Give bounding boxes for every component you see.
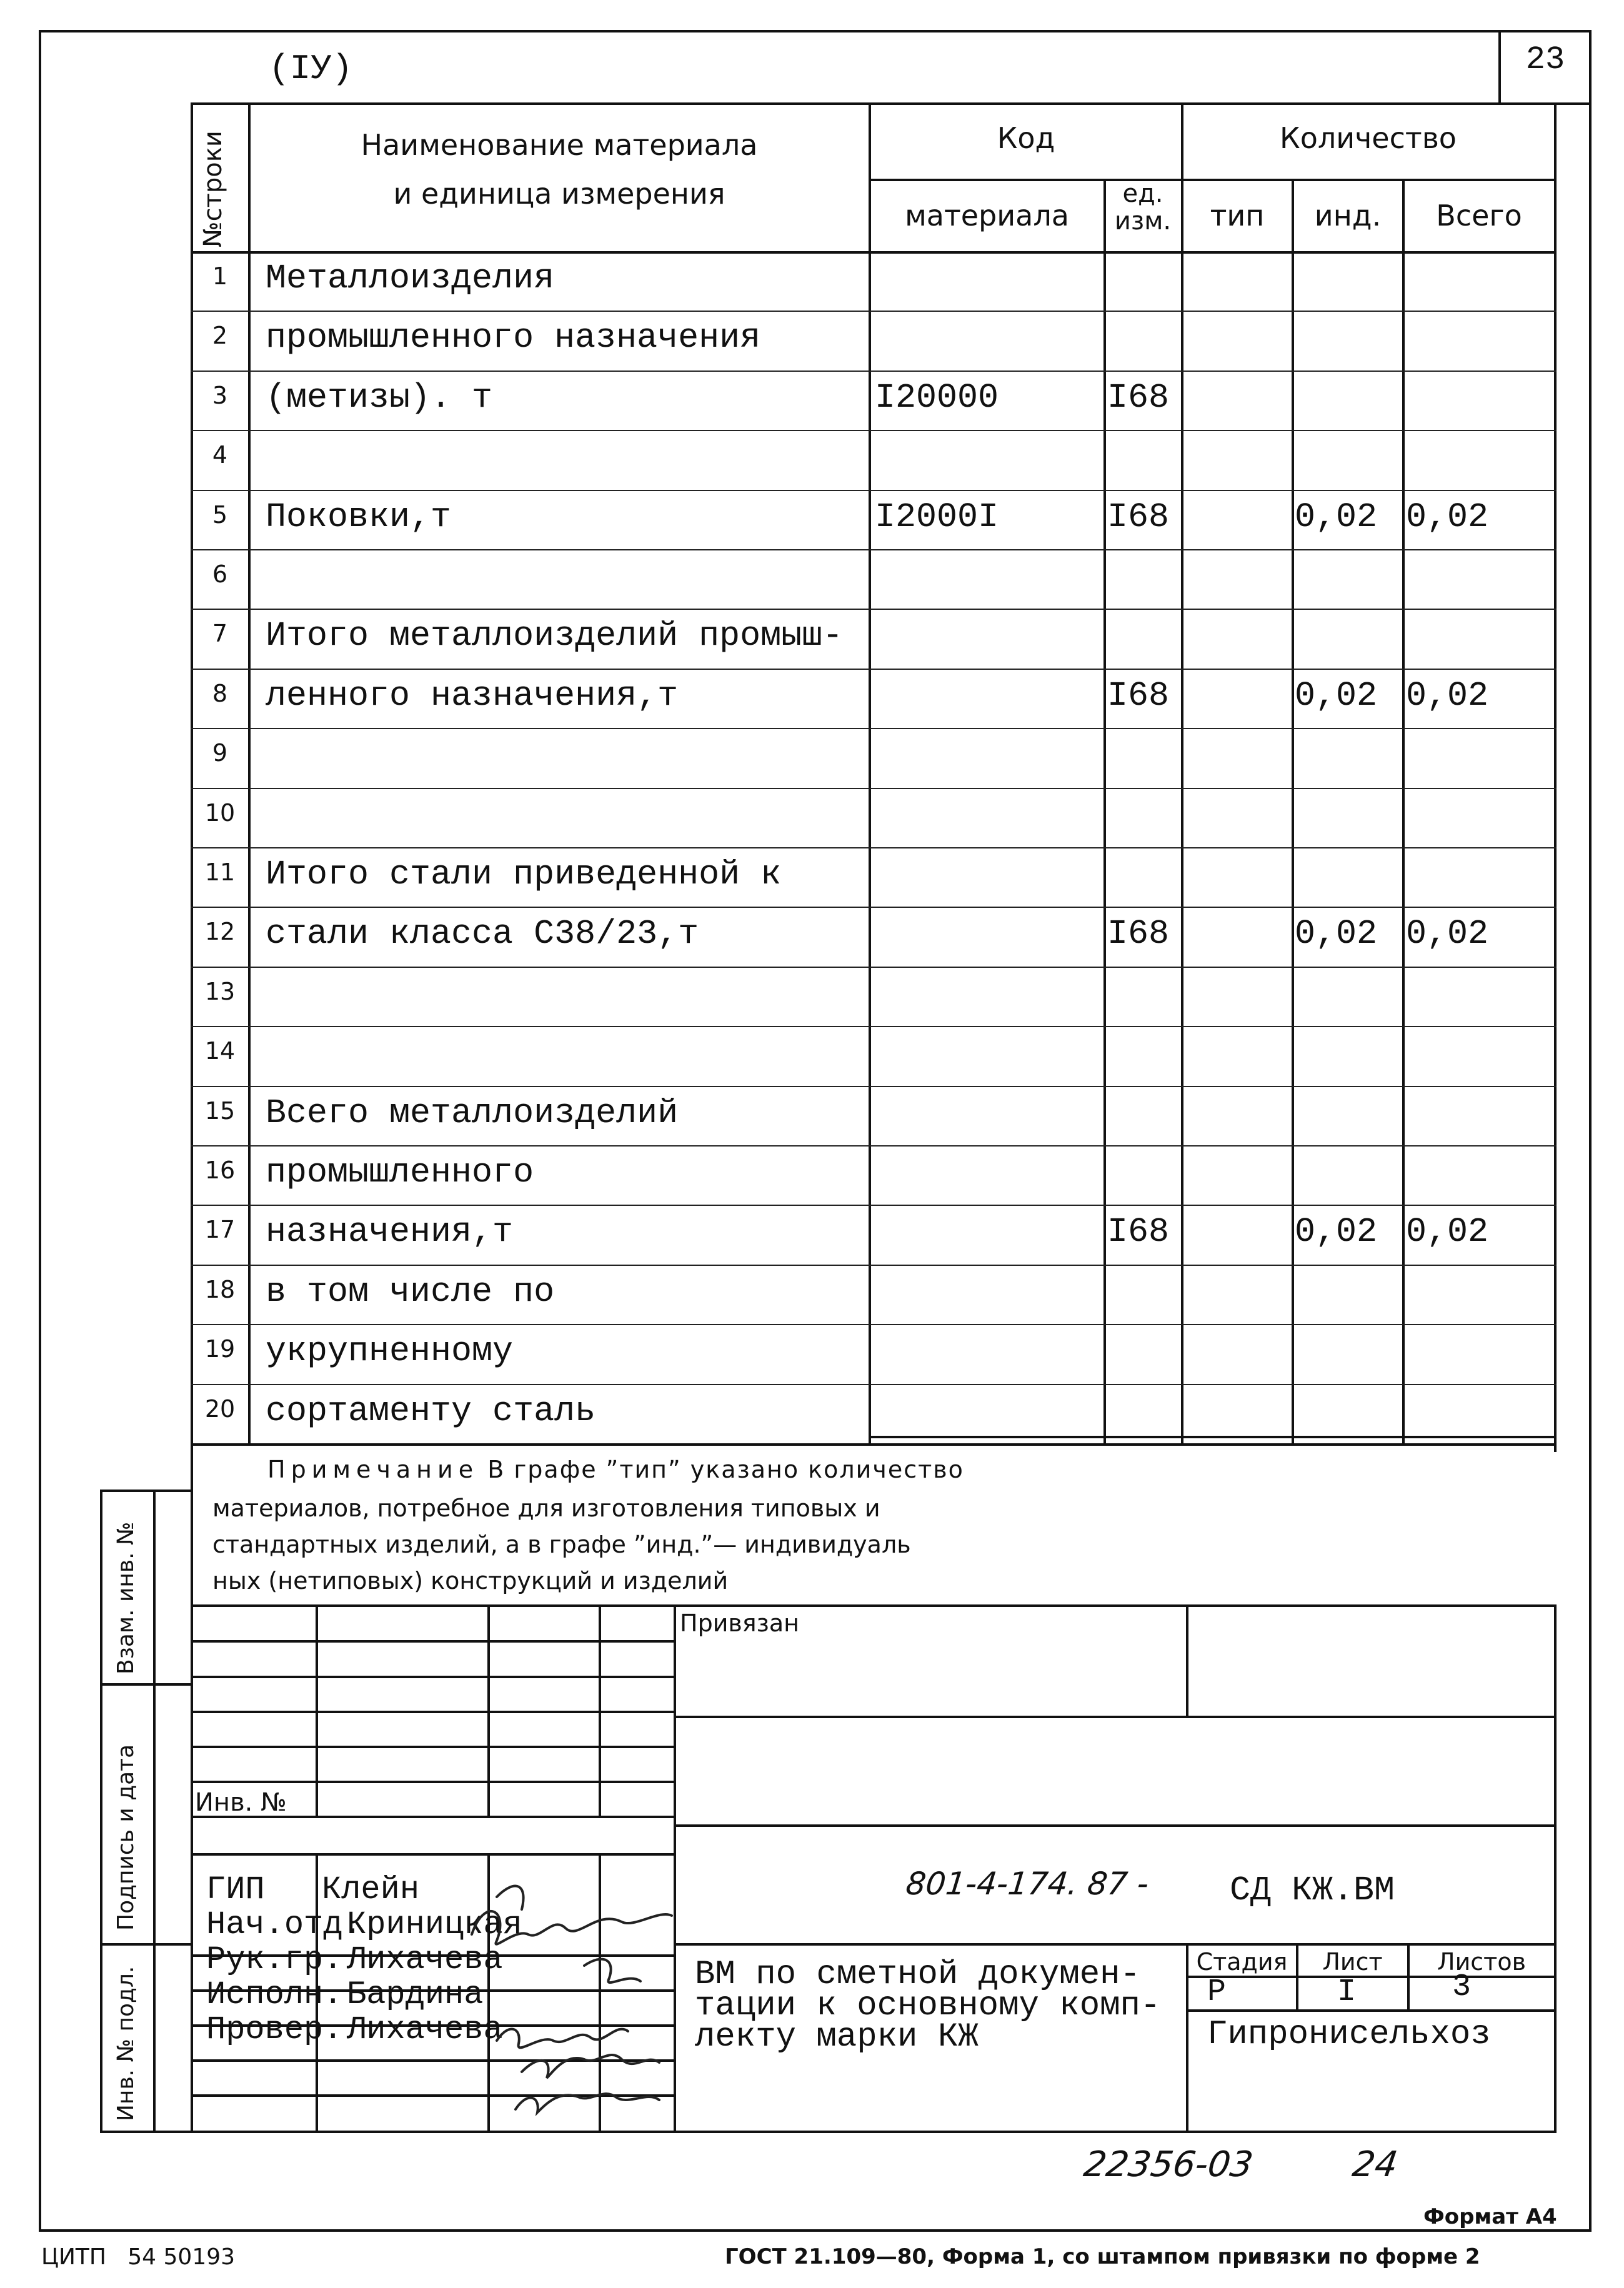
row-number: 8 [212, 680, 228, 707]
row-number: 5 [212, 501, 228, 529]
row-unit: I68 [1107, 378, 1170, 417]
gost-label: ГОСТ 21.109—80, Форма 1, со штампом привязки по форме 2 [725, 2244, 1480, 2269]
row-name: стали класса С38/23,т [266, 914, 699, 953]
header-ind: инд. [1314, 199, 1382, 232]
row-number: 9 [212, 739, 228, 767]
staff-name: Клейн [322, 1871, 420, 1908]
staff-name: Криницкая [347, 1906, 522, 1943]
row-name: укрупненному [266, 1331, 514, 1371]
stamp-stage: Р [1207, 1974, 1227, 2010]
row-number: 19 [204, 1335, 236, 1363]
row-divider [191, 490, 1557, 491]
header-name-line2: и единица измерения [393, 177, 725, 211]
row-number: 4 [212, 441, 228, 469]
row-number: 14 [204, 1037, 236, 1065]
note-line3: стандартных изделий, а в графе ”инд.”— индивидуаль [212, 1531, 911, 1558]
row-ind: 0,02 [1295, 1212, 1378, 1251]
frame-top [39, 30, 1592, 32]
stamp-doc-code: 801-4-174. 87 - [904, 1866, 1151, 1902]
row-number: 20 [204, 1395, 236, 1423]
row-number: 12 [204, 918, 236, 945]
row-divider [191, 371, 1557, 372]
row-divider [191, 967, 1557, 968]
row-divider [191, 1265, 1557, 1266]
row-divider [191, 609, 1557, 610]
row-total: 0,02 [1406, 914, 1489, 953]
stamp-doc-mark: СД КЖ.ВМ [1230, 1871, 1395, 1910]
staff-role: ГИП [206, 1871, 265, 1908]
staff-role: Нач.отд. [206, 1906, 362, 1943]
row-ind: 0,02 [1295, 914, 1378, 953]
row-name: Итого стали приведенной к [266, 855, 782, 894]
row-unit: I68 [1107, 914, 1170, 953]
stamp-org: Гипронисельхоз [1207, 2016, 1491, 2054]
row-name: в том числе по [266, 1272, 555, 1311]
row-code: I20000 [875, 378, 999, 417]
row-name: Поковки,т [266, 497, 452, 537]
row-number: 11 [204, 858, 236, 886]
row-divider [191, 728, 1557, 729]
row-divider [191, 311, 1557, 312]
row-name: (метизы). т [266, 378, 493, 417]
table-right-border [1554, 102, 1557, 1452]
note-line4: ных (нетиповых) конструкций и изделий [212, 1567, 729, 1594]
row-name: назначения,т [266, 1212, 514, 1251]
row-divider [191, 669, 1557, 670]
note-heading: Примечание [267, 1456, 479, 1483]
row-number: 13 [204, 978, 236, 1005]
row-number: 15 [204, 1097, 236, 1125]
row-total: 0,02 [1406, 676, 1489, 715]
row-name: сортаменту сталь [266, 1391, 596, 1431]
row-number: 3 [212, 382, 228, 409]
row-name: промышленного назначения [266, 318, 761, 357]
frame-right [1589, 30, 1592, 2229]
row-number: 7 [212, 620, 228, 647]
header-code: Код [997, 121, 1055, 155]
bottom-left-code: ЦИТП 54 50193 [41, 2244, 236, 2270]
header-total: Всего [1436, 199, 1522, 232]
row-divider [191, 549, 1557, 550]
stamp-sheets: 3 [1452, 1969, 1472, 2005]
row-divider [191, 788, 1557, 789]
stamp-privyazan: Привязан [680, 1609, 799, 1637]
row-divider [191, 847, 1557, 848]
row-divider [191, 1026, 1557, 1027]
staff-name: Лихачева [347, 2011, 503, 2048]
header-row-no: №строки [199, 131, 227, 247]
row-unit: I68 [1107, 1212, 1170, 1251]
stamp-stage-label: Стадия [1196, 1948, 1288, 1976]
side-label-vzam: Взам. инв. № [113, 1521, 139, 1674]
row-number: 1 [212, 262, 228, 290]
row-number: 2 [212, 322, 228, 349]
staff-name: Бардина [347, 1976, 484, 2013]
row-ind: 0,02 [1295, 497, 1378, 537]
header-name-line1: Наименование материала [361, 128, 758, 162]
row-divider [191, 430, 1557, 431]
row-number: 17 [204, 1216, 236, 1243]
note-line1: Примечание В графе ”тип” указано количество [267, 1456, 964, 1483]
row-code: I2000I [875, 497, 999, 537]
row-total: 0,02 [1406, 1212, 1489, 1251]
staff-role: Провер. [206, 2011, 343, 2048]
header-quantity: Количество [1280, 121, 1457, 155]
stamp-title: ВМ по сметной докумен- тации к основному комп- лекту марки КЖ [695, 1956, 1161, 2056]
staff-role: Исполн. [206, 1976, 343, 2013]
stamp-inv-no: Инв. № [195, 1788, 287, 1817]
row-divider [191, 1384, 1557, 1385]
format-label: Формат А4 [1423, 2204, 1557, 2229]
row-number: 6 [212, 560, 228, 588]
handwritten-number: 22356-03 [1081, 2144, 1256, 2185]
signatures-graphic [459, 1872, 684, 2122]
row-divider [191, 1145, 1557, 1146]
note-line2: материалов, потребное для изготовления типовых и [212, 1495, 880, 1522]
page-number: 23 [1525, 41, 1565, 78]
row-name: промышленного [266, 1153, 534, 1192]
staff-name: Лихачева [347, 1941, 503, 1978]
row-divider [191, 1086, 1557, 1087]
side-label-inv-podl: Инв. № подл. [113, 1966, 139, 2121]
header-type: тип [1210, 199, 1265, 232]
row-divider [191, 1324, 1557, 1325]
handwritten-page: 24 [1350, 2144, 1400, 2185]
row-divider [191, 1205, 1557, 1206]
stamp-sheet: I [1337, 1974, 1357, 2010]
stamp-sheets-label: Листов [1437, 1948, 1526, 1976]
header-material: материала [905, 199, 1069, 232]
row-unit: I68 [1107, 497, 1170, 537]
stamp-sheet-label: Лист [1322, 1948, 1383, 1976]
row-unit: I68 [1107, 676, 1170, 715]
row-number: 10 [204, 799, 236, 827]
row-name: ленного назначения,т [266, 676, 679, 715]
sheet-roman: (IУ) [269, 49, 353, 89]
row-number: 18 [204, 1276, 236, 1303]
row-name: Итого металлоизделий промыш- [266, 616, 844, 655]
row-name: Всего металлоизделий [266, 1093, 679, 1133]
side-label-podpis: Подпись и дата [113, 1744, 139, 1931]
row-ind: 0,02 [1295, 676, 1378, 715]
row-name: Металлоизделия [266, 259, 555, 298]
row-total: 0,02 [1406, 497, 1489, 537]
frame-left [39, 30, 41, 2229]
row-divider [191, 907, 1557, 908]
staff-role: Рук.гр. [206, 1941, 343, 1978]
row-number: 16 [204, 1156, 236, 1184]
header-unit: ед. изм. [1114, 179, 1172, 236]
